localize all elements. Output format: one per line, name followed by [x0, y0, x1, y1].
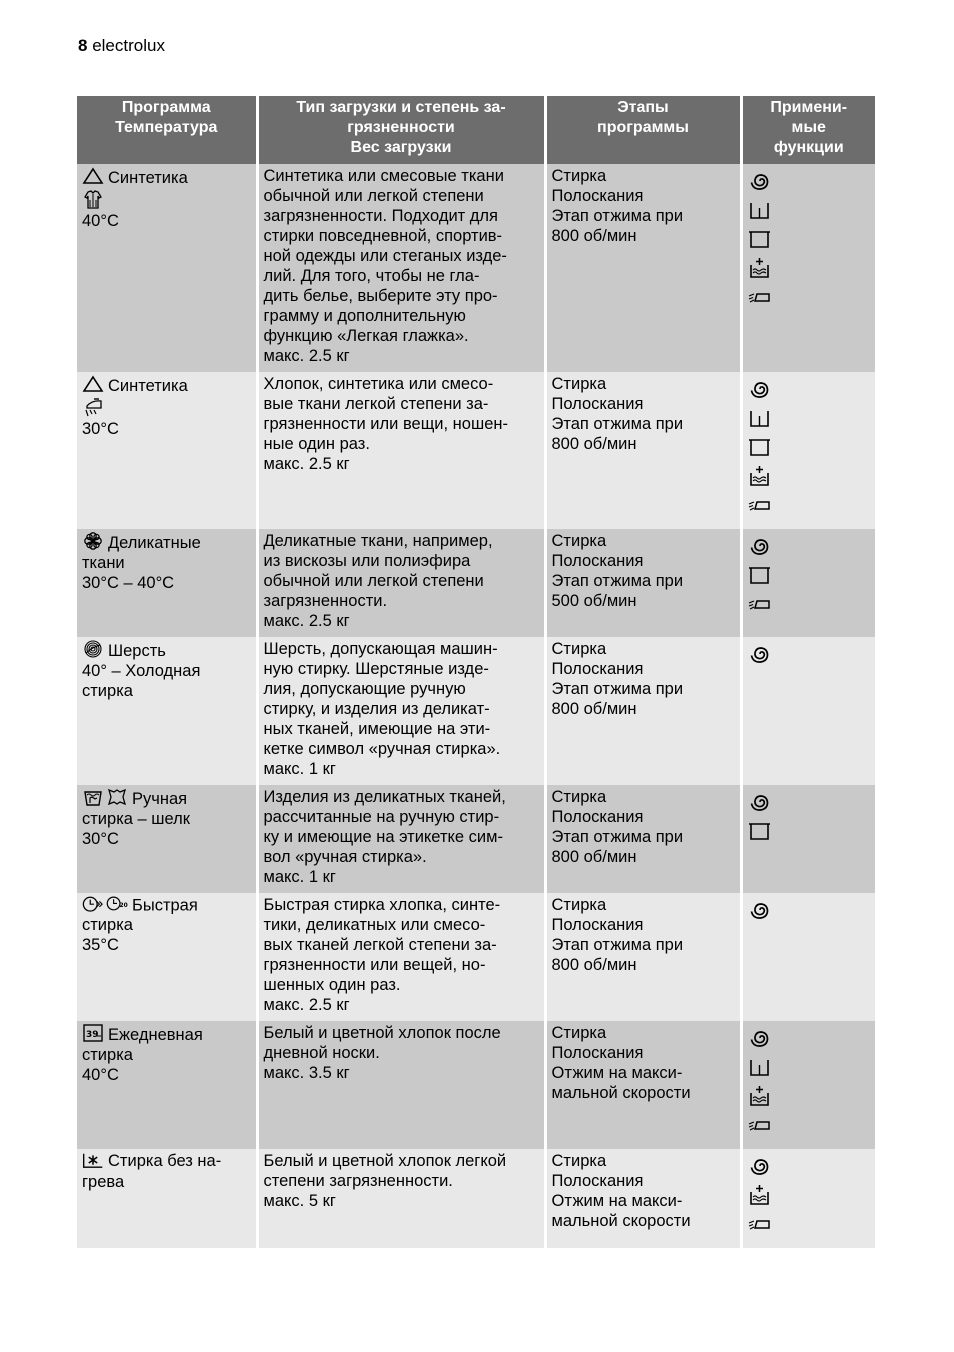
load-line: кетке символ «ручная стирка».: [263, 740, 501, 758]
load-line: Деликатные ткани, например,: [263, 532, 493, 550]
programme-name: Синтетика: [108, 377, 188, 395]
phase-line: Стирка: [551, 896, 607, 914]
programme-line: 40°C: [82, 1066, 119, 1084]
functions-cell: [741, 785, 875, 893]
programme-line: стирка: [82, 682, 133, 700]
load-line: из вискозы или полиэфира: [263, 552, 471, 570]
programme-line: [82, 166, 252, 188]
phases-cell: [545, 1149, 741, 1248]
synthetic-triangle-icon: [82, 166, 104, 186]
svg-text:39: 39: [86, 1030, 99, 1040]
load-line: макс. 1 кг: [263, 760, 336, 778]
phase-line: 800 об/мин: [551, 227, 637, 245]
programme-cell: [77, 1021, 257, 1149]
phase-line: Стирка: [551, 1152, 607, 1170]
programme-line: [82, 1151, 252, 1172]
brand-name: electrolux: [92, 36, 165, 55]
phase-line: мальной скорости: [551, 1084, 691, 1102]
programme-line: [82, 188, 252, 211]
load-line: шенных один раз.: [263, 976, 401, 994]
extra-rinse-icon: [747, 257, 773, 279]
functions-cell: [741, 893, 875, 1021]
phases-cell: [545, 164, 741, 372]
phase-line: Полоскания: [551, 808, 644, 826]
spin-icon: [747, 899, 773, 921]
load-line: Белый и цветной хлопок легкой: [263, 1152, 507, 1170]
programme-name: Стирка без на-: [108, 1152, 222, 1170]
no-spin-icon: [747, 228, 773, 250]
programme-line: 30°C – 40°C: [82, 574, 175, 592]
functions-cell: [741, 1149, 875, 1248]
programme-line: 40°C: [82, 212, 119, 230]
table-row: [77, 164, 875, 372]
table-row: [77, 1021, 875, 1149]
phase-line: Стирка: [551, 788, 607, 806]
programme-line: грева: [82, 1173, 125, 1192]
load-line: макс. 3.5 кг: [263, 1064, 350, 1082]
easy-iron-icon: [747, 1213, 773, 1235]
header-functions: [741, 96, 875, 164]
programme-line: [82, 531, 252, 553]
programme-table: [77, 96, 875, 1248]
header-line: Вес загрузки: [350, 139, 452, 156]
programme-cell: [77, 164, 257, 372]
programme-line: [82, 895, 252, 915]
header-phases: [545, 96, 741, 164]
load-line: дить белье, выберите эту про-: [263, 287, 498, 305]
phase-line: Этап отжима при: [551, 572, 684, 590]
phase-line: Полоскания: [551, 395, 644, 413]
phase-line: Стирка: [551, 640, 607, 658]
programme-name: Ручная: [132, 790, 188, 808]
load-line: лий. Для того, чтобы не гла-: [263, 267, 480, 285]
programme-line: [82, 374, 252, 396]
phase-line: Полоскания: [551, 552, 644, 570]
programme-cell: [77, 785, 257, 893]
phase-line: Стирка: [551, 532, 607, 550]
phase-line: Этап отжима при: [551, 828, 684, 846]
load-line: Белый и цветной хлопок после: [263, 1024, 501, 1042]
wool-ball-icon: [82, 639, 104, 659]
programme-cell: [77, 893, 257, 1021]
programme-cell: [77, 372, 257, 529]
programme-name: Быстрая: [132, 896, 198, 915]
phases-cell: [545, 372, 741, 529]
load-line: стирки повседневной, спортив-: [263, 227, 503, 245]
table-header-row: [77, 96, 875, 164]
header-line: Программа: [121, 99, 211, 116]
programme-line: 40° – Холодная: [82, 662, 201, 680]
load-line: тики, деликатных или смесо-: [263, 916, 486, 934]
phase-line: 800 об/мин: [551, 700, 637, 718]
phase-line: Полоскания: [551, 916, 644, 934]
phase-line: Полоскания: [551, 1044, 644, 1062]
spin-icon: [747, 643, 773, 665]
programme-cell: [77, 637, 257, 785]
header-line: функции: [773, 139, 844, 156]
programme-line: 35°C: [82, 936, 119, 955]
programme-line: [82, 396, 252, 419]
load-line: макс. 2.5 кг: [263, 996, 350, 1014]
phase-line: Полоскания: [551, 660, 644, 678]
programme-name: Синтетика: [108, 169, 188, 187]
phase-line: 500 об/мин: [551, 592, 637, 610]
programme-cell: [77, 529, 257, 637]
programme-line: [82, 1023, 252, 1045]
synthetic-triangle-icon: [82, 374, 104, 394]
load-line: вол «ручная стирка».: [263, 848, 427, 866]
load-line: Быстрая стирка хлопка, синте-: [263, 896, 501, 914]
phases-cell: [545, 1021, 741, 1149]
page-number: 8: [78, 36, 88, 55]
load-cell: [257, 372, 545, 529]
spin-icon: [747, 1027, 773, 1049]
spin-icon: [747, 1155, 773, 1177]
load-cell: [257, 164, 545, 372]
load-cell: [257, 529, 545, 637]
load-line: ку и имеющие на этикетке сим-: [263, 828, 503, 846]
programme-cell: [77, 1149, 257, 1248]
extra-rinse-icon: [747, 1085, 773, 1107]
load-line: ных тканей, имеющие на эти-: [263, 720, 491, 738]
functions-cell: [741, 372, 875, 529]
table-row: [77, 529, 875, 637]
programme-line: 30°C: [82, 420, 119, 438]
phase-line: Стирка: [551, 375, 607, 393]
load-line: дневной носки.: [263, 1044, 380, 1062]
table-row: [77, 637, 875, 785]
time-20-icon: [106, 895, 128, 915]
load-line: макс. 2.5 кг: [263, 612, 350, 630]
phase-line: Полоскания: [551, 1172, 644, 1190]
load-line: Хлопок, синтетика или смесо-: [263, 375, 494, 393]
phases-cell: [545, 529, 741, 637]
rinse-hold-icon: [747, 199, 773, 221]
load-cell: [257, 1149, 545, 1248]
load-line: лия, допускающие ручную: [263, 680, 466, 698]
load-line: функцию «Легкая глажка».: [263, 327, 469, 345]
phase-line: 800 об/мин: [551, 435, 637, 453]
easy-iron-icon: [747, 286, 773, 308]
load-line: рассчитанные на ручную стир-: [263, 808, 500, 826]
programme-line: стирка – шелк: [82, 810, 191, 828]
programme-name: Ежедневная: [108, 1026, 203, 1044]
phase-line: мальной скорости: [551, 1212, 691, 1230]
functions-cell: [741, 529, 875, 637]
load-line: грамму и дополнительную: [263, 307, 466, 325]
iron-shirt-icon: [82, 396, 104, 416]
phase-line: Этап отжима при: [551, 680, 684, 698]
table-row: [77, 893, 875, 1021]
phases-cell: [545, 637, 741, 785]
phase-line: Отжим на макси-: [551, 1192, 683, 1210]
phase-line: Стирка: [551, 167, 607, 185]
load-line: степени загрязненности.: [263, 1172, 453, 1190]
phase-line: Отжим на макси-: [551, 1064, 683, 1082]
no-spin-icon: [747, 564, 773, 586]
load-line: макс. 1 кг: [263, 868, 336, 886]
load-cell: [257, 637, 545, 785]
table-row: [77, 1149, 875, 1248]
rinse-hold-icon: [747, 1056, 773, 1078]
programme-line: [82, 787, 252, 809]
load-line: грязненности или вещей, но-: [263, 956, 486, 974]
load-line: стирку, и изделия из деликат-: [263, 700, 490, 718]
phase-line: Этап отжима при: [551, 207, 684, 225]
load-line: загрязненности.: [263, 592, 388, 610]
spin-icon: [747, 791, 773, 813]
spin-icon: [747, 535, 773, 557]
easy-iron-shirt-icon: [82, 188, 104, 208]
extra-rinse-icon: [747, 465, 773, 487]
quick-wash-icon: [82, 895, 104, 915]
programme-line: 30°C: [82, 830, 119, 848]
no-spin-icon: [747, 820, 773, 842]
header-line: мые: [791, 119, 826, 136]
functions-cell: [741, 1021, 875, 1149]
programme-line: стирка: [82, 1046, 133, 1064]
phase-line: Полоскания: [551, 187, 644, 205]
header-line: Этапы: [617, 99, 669, 116]
load-line: макс. 2.5 кг: [263, 455, 350, 473]
functions-cell: [741, 164, 875, 372]
load-line: грязненности или вещи, ношен-: [263, 415, 508, 433]
load-cell: [257, 893, 545, 1021]
programme-line: [82, 639, 252, 661]
load-line: Шерсть, допускающая машин-: [263, 640, 498, 658]
header-line: Температура: [115, 119, 218, 136]
no-spin-icon: [747, 436, 773, 458]
load-line: макс. 2.5 кг: [263, 347, 350, 365]
load-line: ной одежды или стеганых изде-: [263, 247, 507, 265]
programme-name: Деликатные: [108, 534, 201, 552]
spin-icon: [747, 170, 773, 192]
page-header: [78, 36, 165, 56]
hand-wash-icon: [82, 787, 104, 807]
cold-wash-icon: [82, 1152, 104, 1172]
table-row: [77, 785, 875, 893]
header-line: программы: [597, 119, 689, 136]
svg-text:20: 20: [119, 902, 128, 909]
silk-icon: [106, 787, 128, 807]
delicate-flower-icon: [82, 531, 104, 551]
easy-iron-icon: [747, 593, 773, 615]
daily-39-icon: [82, 1023, 104, 1043]
phase-line: Стирка: [551, 1024, 607, 1042]
header-line: Примени-: [770, 99, 848, 116]
phases-cell: [545, 893, 741, 1021]
phases-cell: [545, 785, 741, 893]
easy-iron-icon: [747, 1114, 773, 1136]
functions-cell: [741, 637, 875, 785]
header-programme: [77, 96, 257, 164]
programme-name: Шерсть: [108, 642, 166, 660]
load-line: вых тканей легкой степени за-: [263, 936, 497, 954]
load-line: макс. 5 кг: [263, 1192, 336, 1210]
phase-line: 800 об/мин: [551, 848, 637, 866]
table-row: [77, 372, 875, 529]
rinse-hold-icon: [747, 407, 773, 429]
phase-line: Этап отжима при: [551, 936, 684, 954]
load-line: Синтетика или смесовые ткани: [263, 167, 504, 185]
header-line: грязненности: [347, 119, 455, 136]
programme-line: стирка: [82, 916, 133, 935]
load-line: обычной или легкой степени: [263, 187, 484, 205]
load-line: Изделия из деликатных тканей,: [263, 788, 506, 806]
load-line: вые ткани легкой степени за-: [263, 395, 489, 413]
programme-line: ткани: [82, 554, 125, 572]
extra-rinse-icon: [747, 1184, 773, 1206]
load-line: загрязненности. Подходит для: [263, 207, 498, 225]
header-line: Тип загрузки и степень за-: [296, 99, 506, 116]
spin-icon: [747, 378, 773, 400]
phase-line: 800 об/мин: [551, 956, 637, 974]
load-cell: [257, 1021, 545, 1149]
load-line: обычной или легкой степени: [263, 572, 484, 590]
easy-iron-icon: [747, 494, 773, 516]
load-line: ные один раз.: [263, 435, 370, 453]
load-line: ную стирку. Шерстяные изде-: [263, 660, 489, 678]
load-cell: [257, 785, 545, 893]
phase-line: Этап отжима при: [551, 415, 684, 433]
header-load: [257, 96, 545, 164]
